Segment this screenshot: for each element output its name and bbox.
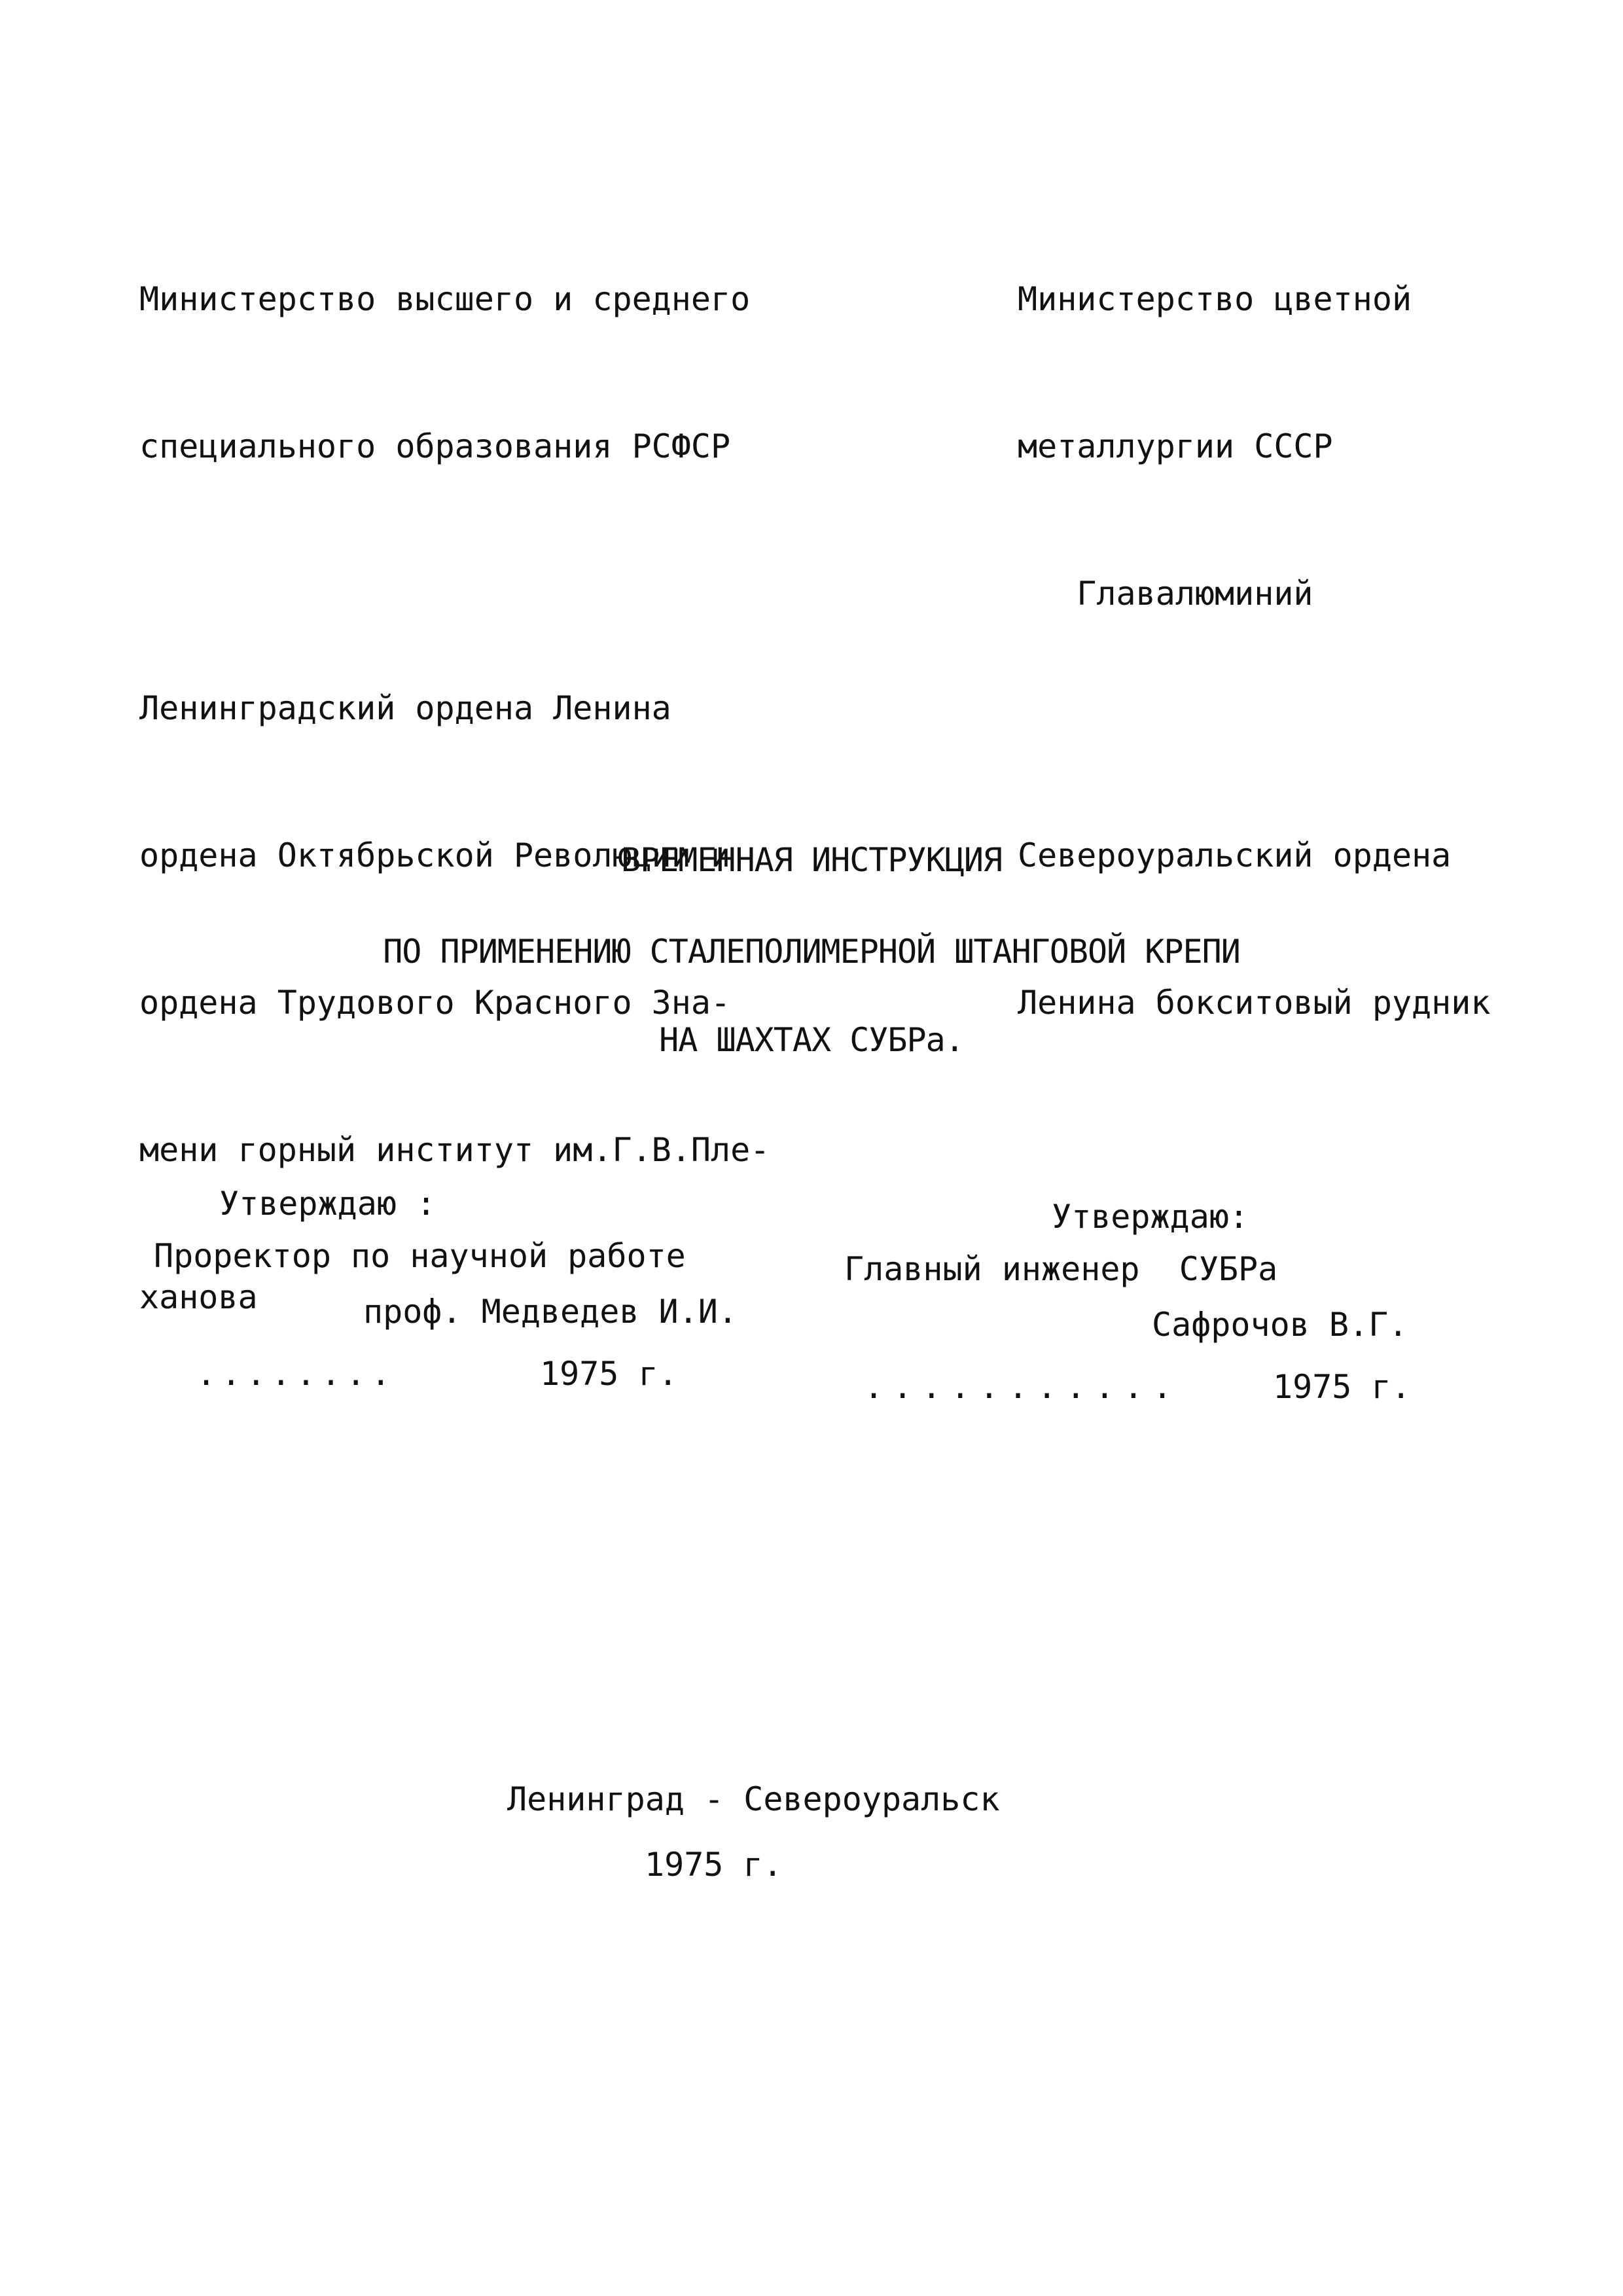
right-header-line: Ленина бокситовый рудник	[1018, 984, 1491, 1022]
spacer	[139, 569, 770, 586]
footer-year: 1975 г.	[645, 1846, 783, 1884]
right-approval-date-dots: ...........	[864, 1368, 1182, 1406]
left-header-line: Министерство высшего и среднего	[139, 280, 751, 318]
right-header-line: Министерство цветной	[1018, 280, 1412, 318]
document-title-line-3: НА ШАХТАХ СУБРа.	[659, 1021, 964, 1059]
right-approval-year: 1975 г.	[1273, 1368, 1411, 1406]
footer-place: Ленинград - Североуральск	[507, 1780, 1000, 1818]
spacer	[1018, 717, 1490, 733]
left-header-line: ханова	[139, 1278, 258, 1316]
right-header-line: металлургии СССР	[1018, 427, 1333, 465]
left-approval-year: 1975 г.	[540, 1355, 678, 1393]
left-header-line: специального образования РСФСР	[139, 427, 731, 465]
left-approval-name: проф. Медведев И.И.	[363, 1293, 738, 1331]
left-header-block	[139, 177, 770, 1420]
right-approval-heading: Утверждаю:	[1052, 1198, 1249, 1236]
left-header-line: ордена Октябрьской Революции и	[139, 836, 731, 874]
left-header-line: мени горный институт им.Г.В.Пле-	[139, 1131, 770, 1169]
right-header-line: Североуральский ордена	[1018, 836, 1452, 874]
right-approval-position: Главный инженер СУБРа	[844, 1250, 1278, 1288]
left-approval-date-dots: ........	[196, 1355, 396, 1393]
left-approval-heading: Утверждаю :	[219, 1185, 437, 1223]
left-header-line: Ленинградский ордена Ленина	[139, 689, 671, 727]
right-approval-name: Сафрочов В.Г.	[1152, 1306, 1408, 1344]
left-approval-position: Проректор по научной работе	[154, 1237, 686, 1275]
left-header-line: ордена Трудового Красного Зна-	[139, 984, 731, 1022]
right-header-line: Главалюминий	[1018, 575, 1313, 613]
document-title-line-1: ВРЕМЕННАЯ ИНСТРУКЦИЯ	[620, 841, 1003, 879]
right-header-block	[1018, 177, 1490, 1126]
document-title-line-2: ПО ПРИМЕНЕНИЮ СТАЛЕПОЛИМЕРНОЙ ШТАНГОВОЙ КРЕПИ	[383, 933, 1240, 971]
